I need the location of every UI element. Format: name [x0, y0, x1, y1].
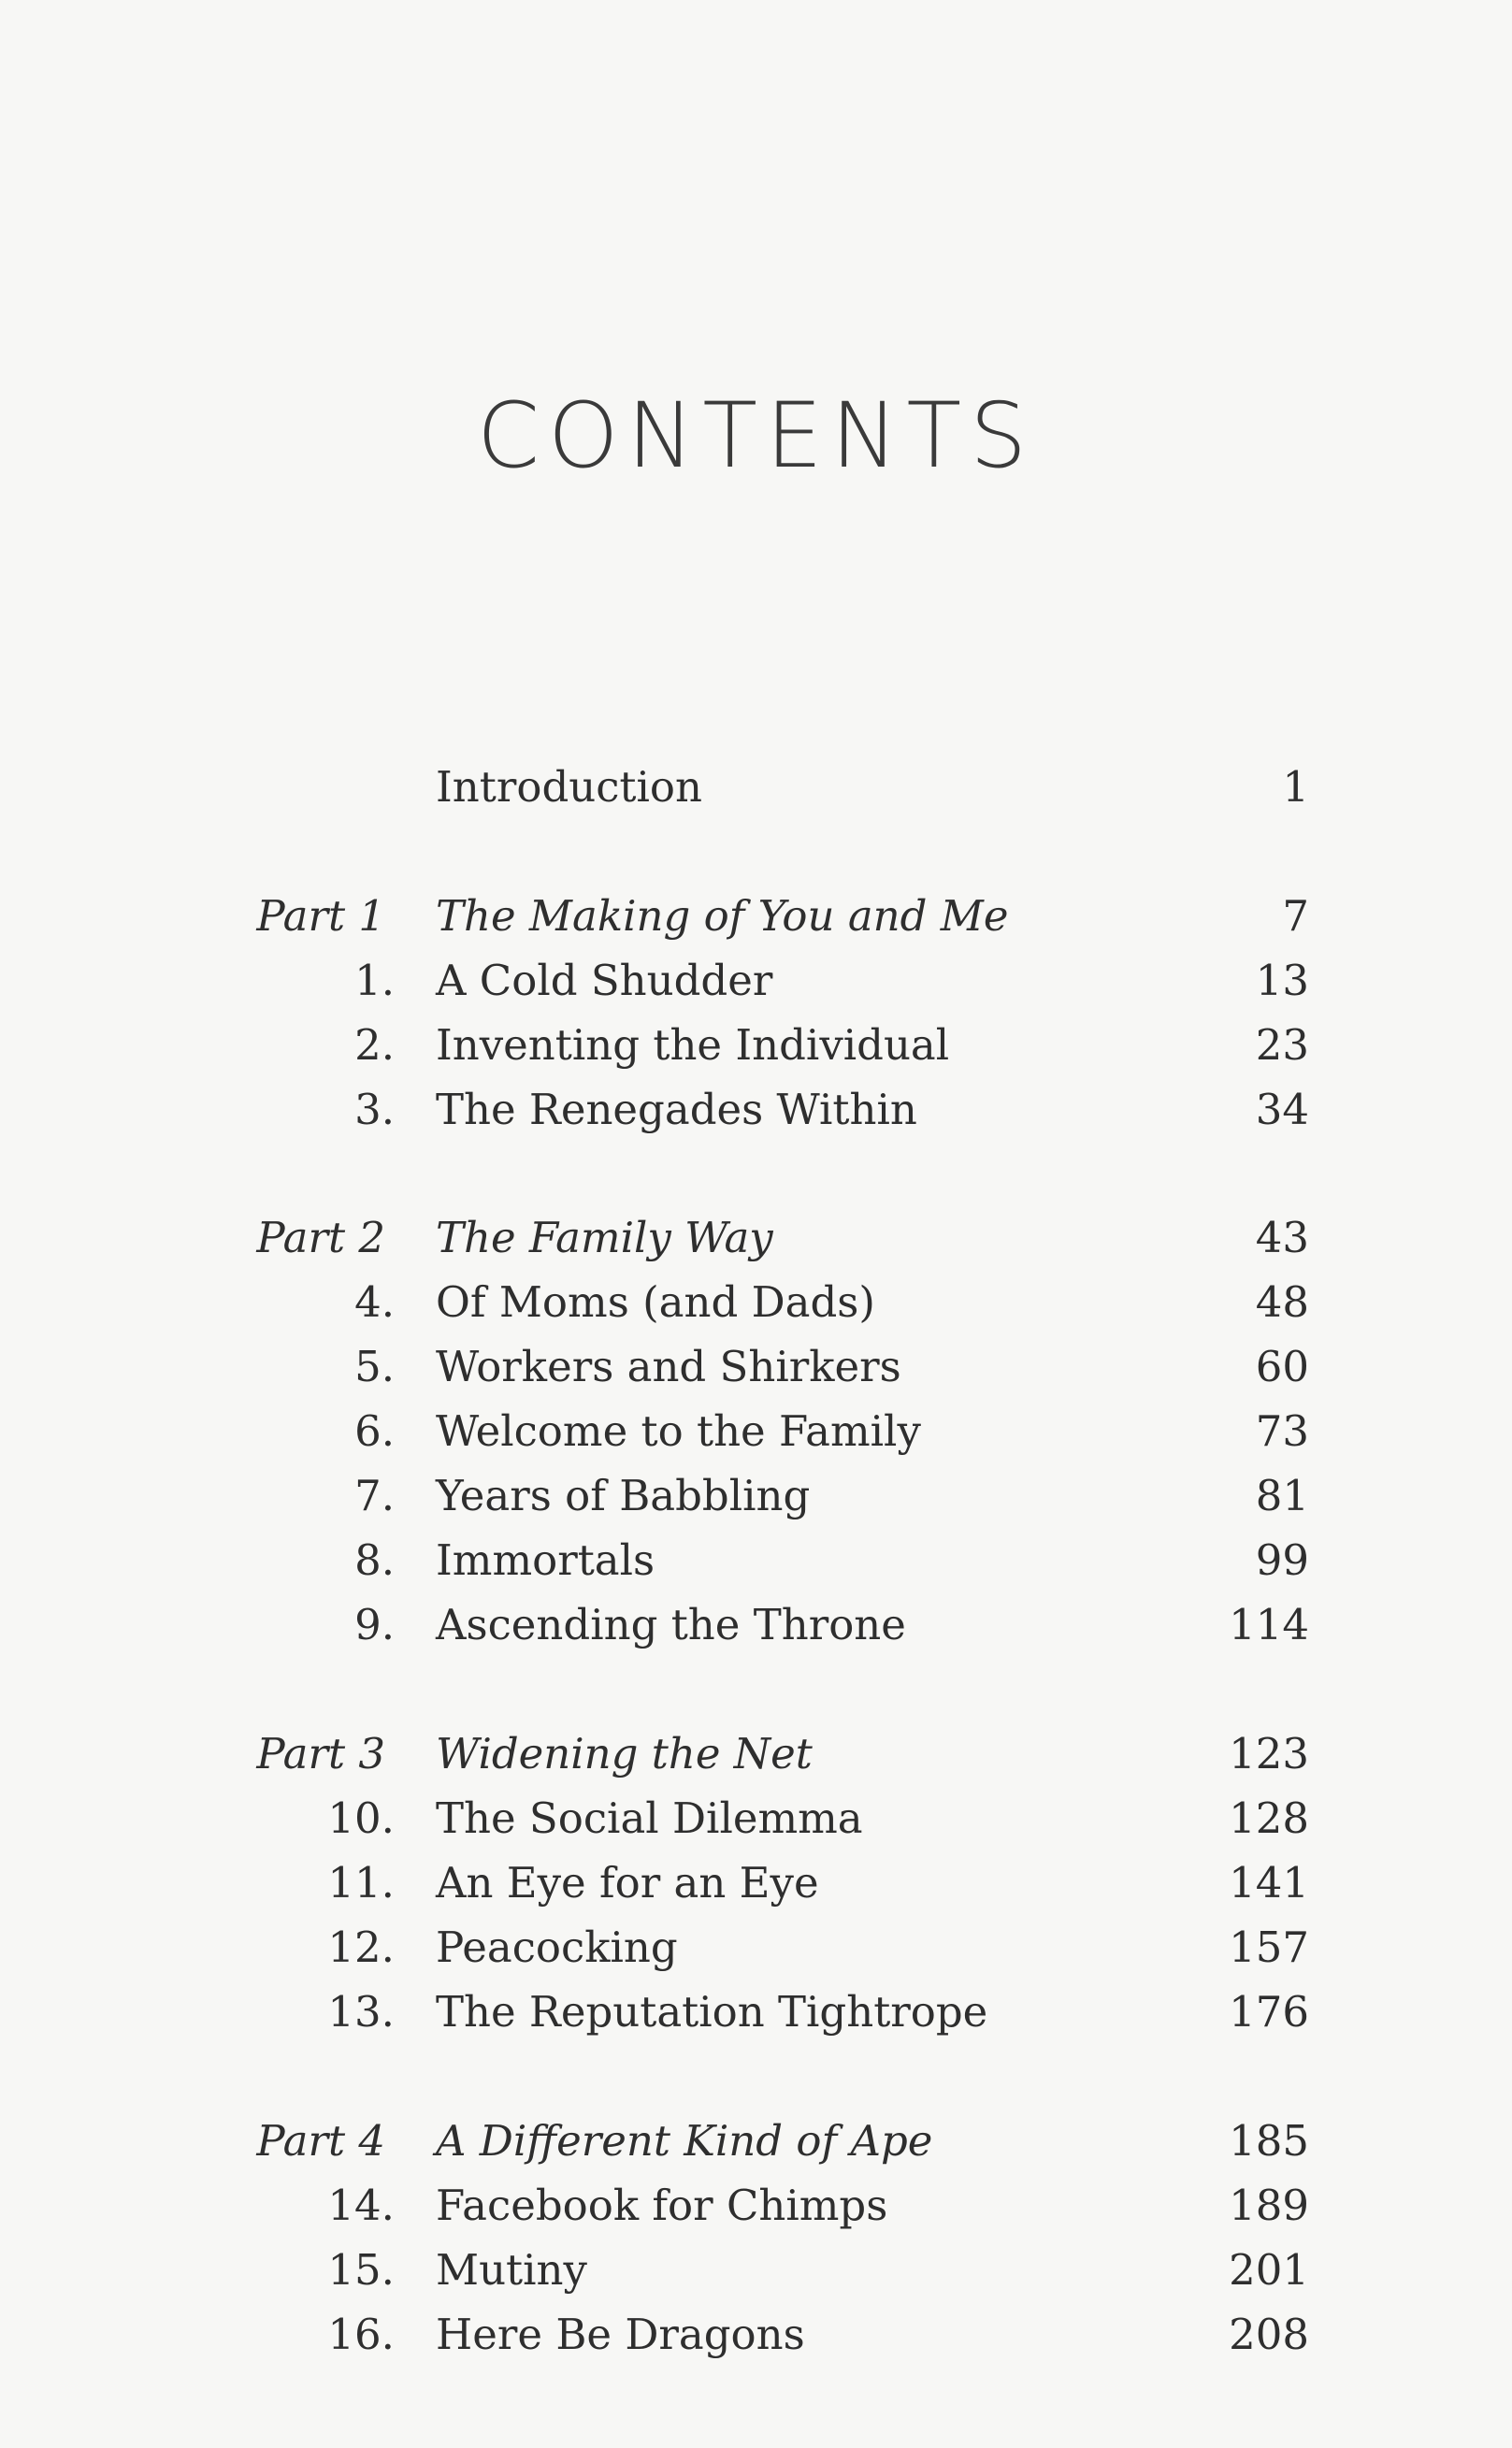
toc-part-3[interactable] [0, 1726, 1512, 1782]
chapter-title: Ascending the Throne [436, 1600, 906, 1649]
toc-chapter-16[interactable] [0, 2307, 1512, 2363]
chapter-title: Years of Babbling [436, 1471, 811, 1520]
chapter-page: 13 [1255, 956, 1309, 1005]
toc-chapter-13[interactable] [0, 1984, 1512, 2040]
chapter-page: 114 [1229, 1600, 1309, 1649]
chapter-number: 2. [354, 1020, 395, 1070]
toc-chapter-9[interactable] [0, 1597, 1512, 1653]
part-title: The Making of You and Me [436, 891, 1009, 941]
chapter-number: 3. [354, 1085, 395, 1134]
toc-chapter-14[interactable] [0, 2178, 1512, 2234]
chapter-page: 81 [1255, 1471, 1309, 1520]
chapter-title: Of Moms (and Dads) [436, 1277, 875, 1327]
chapter-page: 99 [1255, 1535, 1309, 1585]
chapter-number: 9. [354, 1600, 395, 1649]
chapter-page: 128 [1229, 1793, 1309, 1843]
chapter-page: 23 [1255, 1020, 1309, 1070]
part-label: Part 4 [256, 2116, 385, 2166]
part-page: 185 [1229, 2116, 1309, 2166]
part-title: Widening the Net [436, 1729, 813, 1778]
chapter-number: 13. [327, 1987, 395, 2037]
toc-entry-introduction[interactable] [0, 759, 1512, 815]
toc-chapter-6[interactable] [0, 1404, 1512, 1460]
chapter-number: 5. [354, 1342, 395, 1391]
part-label: Part 2 [256, 1213, 385, 1262]
chapter-number: 8. [354, 1535, 395, 1585]
part-page: 123 [1229, 1729, 1309, 1778]
toc-chapter-7[interactable] [0, 1468, 1512, 1524]
part-title: The Family Way [436, 1213, 773, 1262]
chapter-page: 60 [1255, 1342, 1309, 1391]
chapter-page: 176 [1229, 1987, 1309, 2037]
chapter-title: Mutiny [436, 2245, 587, 2295]
part-title: A Different Kind of Ape [436, 2116, 933, 2166]
toc-part-2[interactable] [0, 1210, 1512, 1266]
chapter-title: Peacocking [436, 1922, 678, 1972]
chapter-title: Immortals [436, 1535, 655, 1585]
chapter-number: 12. [327, 1922, 395, 1972]
chapter-number: 11. [327, 1858, 395, 1908]
chapter-number: 6. [354, 1406, 395, 1456]
chapter-title: Workers and Shirkers [436, 1342, 901, 1391]
chapter-number: 7. [354, 1471, 395, 1520]
toc-chapter-5[interactable] [0, 1339, 1512, 1395]
toc-chapter-1[interactable] [0, 953, 1512, 1009]
toc-chapter-11[interactable] [0, 1855, 1512, 1911]
chapter-title: An Eye for an Eye [436, 1858, 819, 1908]
toc-chapter-12[interactable] [0, 1920, 1512, 1976]
chapter-title: Facebook for Chimps [436, 2181, 888, 2230]
chapter-number: 14. [327, 2181, 395, 2230]
chapter-page: 189 [1229, 2181, 1309, 2230]
chapter-title: A Cold Shudder [436, 956, 773, 1005]
toc-chapter-4[interactable] [0, 1274, 1512, 1331]
toc-part-4[interactable] [0, 2113, 1512, 2169]
page-title: CONTENTS [476, 383, 1036, 488]
toc-part-1[interactable] [0, 888, 1512, 944]
entry-page: 1 [1282, 762, 1309, 812]
chapter-title: The Renegades Within [436, 1085, 917, 1134]
chapter-page: 201 [1229, 2245, 1309, 2295]
toc-chapter-3[interactable] [0, 1082, 1512, 1138]
part-label: Part 1 [256, 891, 385, 941]
toc-chapter-2[interactable] [0, 1017, 1512, 1073]
chapter-number: 4. [354, 1277, 395, 1327]
chapter-number: 16. [327, 2310, 395, 2359]
chapter-page: 157 [1229, 1922, 1309, 1972]
toc-chapter-10[interactable] [0, 1791, 1512, 1847]
chapter-page: 34 [1255, 1085, 1309, 1134]
chapter-number: 10. [327, 1793, 395, 1843]
part-page: 7 [1282, 891, 1309, 941]
chapter-title: The Reputation Tightrope [436, 1987, 988, 2037]
chapter-page: 208 [1229, 2310, 1309, 2359]
chapter-page: 141 [1229, 1858, 1309, 1908]
entry-title: Introduction [436, 762, 702, 812]
chapter-title: Inventing the Individual [436, 1020, 950, 1070]
chapter-number: 1. [354, 956, 395, 1005]
chapter-title: The Social Dilemma [436, 1793, 863, 1843]
part-page: 43 [1255, 1213, 1309, 1262]
chapter-page: 48 [1255, 1277, 1309, 1327]
toc-chapter-15[interactable] [0, 2242, 1512, 2298]
chapter-title: Welcome to the Family [436, 1406, 921, 1456]
part-label: Part 3 [256, 1729, 385, 1778]
toc-chapter-8[interactable] [0, 1533, 1512, 1589]
chapter-title: Here Be Dragons [436, 2310, 805, 2359]
chapter-page: 73 [1255, 1406, 1309, 1456]
chapter-number: 15. [327, 2245, 395, 2295]
